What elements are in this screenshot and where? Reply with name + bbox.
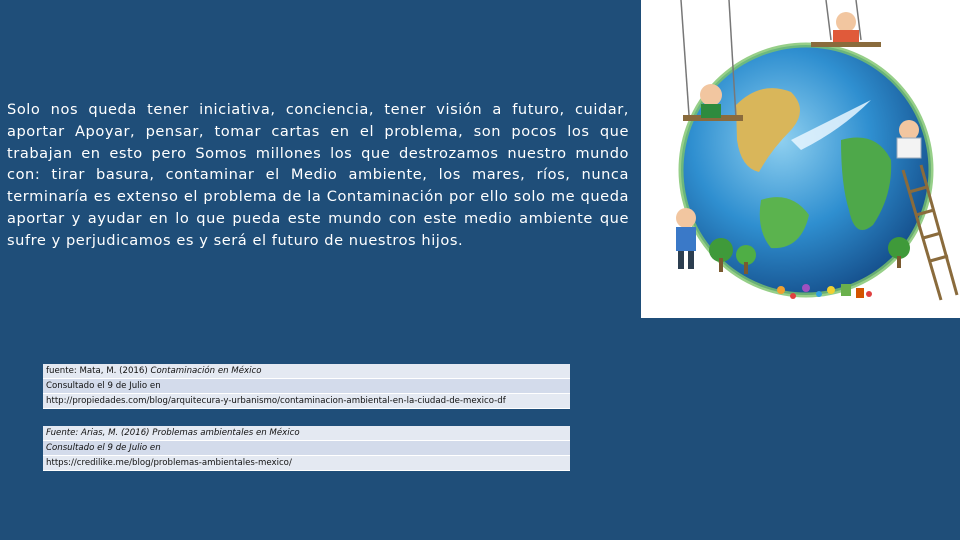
reference-box-1 <box>43 364 570 409</box>
reference-1-url: http://propiedades.com/blog/arquitecura-y-urbanismo/contaminacion-ambiental-en-la-ciudad-de-mexico-df <box>43 394 570 409</box>
reference-2-title: Problemas ambientales en México <box>152 428 300 438</box>
earth-children-illustration <box>641 0 960 318</box>
reference-1-citation <box>43 364 570 379</box>
child-on-swing <box>700 84 722 106</box>
reference-box-2 <box>43 426 570 471</box>
reference-1-author: fuente: Mata, M. (2016) <box>46 366 151 376</box>
main-paragraph: Solo nos queda tener iniciativa, conciencia, tener visión a futuro, cuidar, aportar Apoyar, pensar, tomar cartas en el problema, son pocos los que trabajan en esto pero Somos millones los que destrozamos nuestro mundo con: tirar basura, contaminar el Medio ambiente, los mares, ríos, nunca terminaría es extenso el problema de la Contaminación por ello solo me queda aportar y ayudar en lo que pueda este mundo con este medio ambiente que sufre y perjudicamos es y será el futuro de nuestros hijos. <box>7 101 629 249</box>
child-left <box>676 208 696 228</box>
child-ladder <box>899 120 919 140</box>
child-top <box>836 12 856 32</box>
reference-2-citation <box>43 426 570 441</box>
reference-2-author: Fuente: Arias, M. (2016) <box>46 428 153 438</box>
reference-2-consulted: Consultado el 9 de Julio en <box>43 441 570 456</box>
reference-1-title: Contaminación en México <box>150 366 262 376</box>
reference-2-url: https://credilike.me/blog/problemas-ambientales-mexico/ <box>43 456 570 471</box>
earth-illustration <box>641 0 960 318</box>
reference-1-consulted: Consultado el 9 de Julio en <box>43 379 570 394</box>
